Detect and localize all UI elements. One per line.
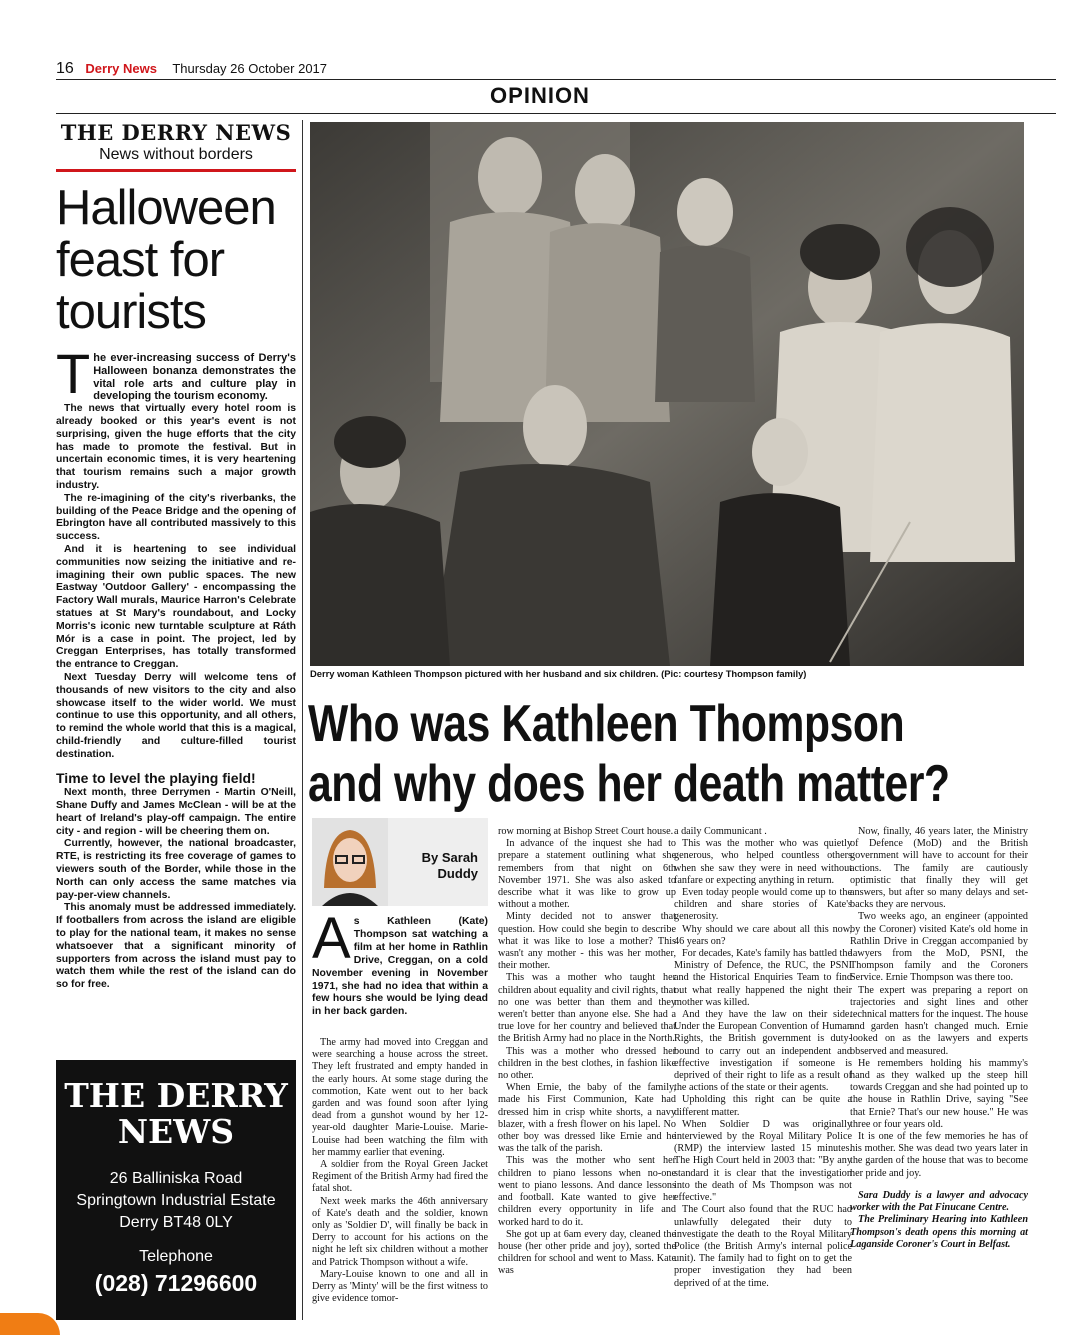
article-column-4	[850, 826, 1028, 1251]
masthead-tagline: News without borders	[99, 146, 253, 163]
column-divider	[302, 120, 303, 1320]
article-paragraph: This was a mother who dressed her children in the best clothes, in fashion like no other.	[498, 1045, 676, 1082]
telephone-number: (028) 71296600	[94, 1270, 258, 1296]
section-rule	[56, 113, 1056, 114]
article-paragraph: When Soldier D was originally interviewed by the Royal Military Police (RMP) the interview lasted 15 minutes. The High Court held in 2003 that: "By any standard it is clear that the investigation into the death of Ms Thompson was not effective."	[674, 1118, 852, 1204]
paper-name: Derry News	[85, 61, 157, 76]
author-note: Sara Duddy is a lawyer and advocacy worker with the Pat Finucane Centre.	[850, 1189, 1028, 1214]
article-paragraph: The expert was preparing a report on trajectories and sight lines and other technical matters for the inquest. The house and garden hasn't changed much. Ernie looked on as the lawyers and experts observed and measured.	[850, 984, 1028, 1057]
article-paragraph: The Court also found that the RUC had unlawfully delegated their duty to investigate the death to the Royal Military Police (the British Army's internal police unit). The family had to fight on to get the proper investigation they had been deprived of at the time.	[674, 1204, 852, 1289]
author-photo	[312, 818, 388, 906]
red-divider	[56, 169, 296, 172]
masthead-name: THE DERRY NEWS	[60, 120, 292, 145]
article-column-1	[312, 1037, 488, 1305]
advert-address: 26 Balliniska Road Springtown Industrial Estate Derry BT48 0LY	[76, 1170, 276, 1231]
hearing-note: The Preliminary Hearing into Kathleen Thompson's death opens this morning at Laganside Coroner's Court in Belfast.	[850, 1214, 1028, 1250]
article-paragraph: When Ernie, the baby of the family, made his First Communion, Kate had dressed him in crisp white shorts, a navy blazer, with a fresh flower on his lapel. No other boy was dressed like Ernie and he was the talk of the parish.	[498, 1082, 676, 1155]
article-paragraph: He remembers holding his mammy's hand as they walked up the steep hill towards Creggan and she had pointed up to the house in Rathlin Drive, saying "See that Ernie? That's our new house." He was three or four years old.	[850, 1057, 1028, 1130]
photo-caption: Derry woman Kathleen Thompson pictured with her husband and six children. (Pic: courtesy Thompson family)	[310, 668, 807, 679]
contact-advert	[56, 1060, 296, 1320]
editorial-paragraph: Currently, however, the national broadcaster, RTE, is restricting its free coverage of games to viewers south of the Border, while those in the North can only access the same matches via pay-per-view channels.	[56, 838, 296, 901]
family-photo	[310, 122, 1024, 666]
editorial-paragraph: Next Tuesday Derry will welcome tens of thousands of new visitors to the city and also showcase itself to the wider world. We must continue to use this opportunity, and all others, to remind the whole world that this is a magical, child-friendly and culture-filled tourist destination.	[56, 671, 296, 760]
article-lede: As Kathleen (Kate) Thompson sat watching a film at her home in Rathlin Drive, Creggan, on a cold November evening in November 1971, she had no idea that within a few hours she would be lying dead in her back garden.	[312, 906, 488, 1018]
article-paragraph: a daily Communicant .	[674, 826, 767, 837]
editorial-paragraph: This anomaly must be addressed immediately. If footballers from across the island are eligible to play for the national team, it makes no sense whatsoever that a significant minority of supporters from across the island must pay to watch them while the rest of the island can do so for free.	[56, 902, 296, 991]
section-title: OPINION	[490, 83, 590, 108]
article-paragraph: row morning at Bishop Street Court house.	[498, 826, 674, 837]
article-paragraph: This was the mother who sent her children to piano lessons when no-one went to piano lessons. And dance lessons and football. Kate wanted to give her children every opportunity in life and worked hard to do it.	[498, 1155, 676, 1228]
article-paragraph: In advance of the inquest she had to prepare a statement outlining what she remembers from that night on 6th November 1971. She was also asked to describe what it was like to grow up without a mother.	[498, 838, 676, 911]
article-paragraph: And they have the law on their side. Under the European Convention of Human Rights, the British government is duty-bound to carry out an independent and effective investigation if someone is deprived of their right to life as a result of the actions of the state or their agents.	[674, 1009, 852, 1094]
header-rule	[56, 79, 1056, 80]
article-paragraph: Upholding this right can be quite a different matter.	[674, 1094, 852, 1118]
article-paragraph: This was a mother who taught her children about equality and civil rights, that no one was better than them and they weren't better than anyone else. She had a true love for her country and believed that the British Army had no place in the North.	[498, 972, 676, 1045]
article-paragraph: This was the mother who was quietly generous, who helped countless others when she saw they were in need without fanfare or expecting anything in return.	[674, 838, 852, 886]
article-paragraph: Minty decided not to answer that question. How could she begin to describe what it was like to lose a mother? This wasn't any mother - this was her mother, their mother.	[498, 911, 676, 972]
article-paragraph: The army had moved into Creggan and were searching a house across the street. They left frustrated and empty handed in the early hours. At some stage during the commotion, Kate went out to her back garden and was found soon after lying dead from a gunshot wound by her 12-year-old daughter Marie-Louise. Marie-Louise had been watching the film with her mammy earlier that evening.	[312, 1037, 488, 1158]
article-paragraph: She got up at 6am every day, cleaned the house (her other pride and joy), sorted the children for school and went to Mass. Kate was	[498, 1228, 676, 1277]
article-paragraph: Even today people would come up to the children and share stories of Kate's generosity.	[674, 887, 852, 923]
article-paragraph: Mary-Louise known to one and all in Derry as 'Minty' will be the first witness to give evidence tomor-	[312, 1268, 488, 1305]
article-paragraph: Now, finally, 46 years later, the Ministry of Defence (MoD) and the British government will have to account for their actions. The family are cautiously optimistic that finally they will get answers, but after so many delays and set-backs they are nervous.	[850, 826, 1028, 911]
corner-tab	[0, 1313, 60, 1335]
byline: By Sarah Duddy	[421, 850, 478, 881]
article-column-3	[674, 826, 852, 1290]
editorial-column	[56, 120, 296, 992]
editorial-paragraph: Next month, three Derrymen - Martin O'Neill, Shane Duffy and James McClean - will be at the heart of Ireland's play-off campaign. The entire city - and region - will be cheering them on.	[56, 787, 296, 837]
article-paragraph: Why should we care about all this now, 46 years on?	[674, 923, 852, 947]
article-column-2	[498, 826, 676, 1278]
drop-cap: A	[312, 906, 351, 971]
editorial-paragraph: And it is heartening to see individual communities now seizing the initiative and re-imagining their own public spaces. The new Eastway 'Outdoor Gallery' - encompassing the Factory Wall murals, Maurice Harron's Celebrate statues at St Mary's roundabout, and Locky Morris's iconic new turntable sculpture at Ráth Mór is a case in point. The project, led by Creggan Enterprises, has totally transformed the entrance to Creggan.	[56, 543, 296, 671]
article-headline: Who was Kathleen Thompson and why does her death matter?	[308, 695, 950, 813]
article-paragraph: Two weeks ago, an engineer (appointed by the Coroner) visited Kate's old home in Rathlin Drive in Creggan accompanied by lawyers from the MoD, PSNI, the Thompson family and the Coroners Service. Ernie Thompson was there too.	[850, 911, 1028, 984]
issue-date: Thursday 26 October 2017	[172, 61, 328, 76]
page-number: 16	[56, 60, 74, 77]
article-paragraph: Next week marks the 46th anniversary of Kate's death and the soldier, known only as 'Soldier D', will finally be back in Derry to account for his actions on the night he left six children without a mother and Patrick Thompson without a wife.	[312, 1195, 488, 1268]
advert-name: THE DERRY NEWS	[64, 1076, 288, 1151]
article-paragraph: It is one of the few memories he has of his mother. She was dead two years later in the garden of the house that was to become her pride and joy.	[850, 1131, 1028, 1179]
article-paragraph: For decades, Kate's family has battled the Ministry of Defence, the RUC, the PSNI and the Historical Enquiries Team to find out what really happened the night their mother was killed.	[674, 948, 852, 1008]
drop-cap: T	[56, 342, 91, 405]
editorial-subhead: Time to level the playing field!	[56, 769, 256, 786]
telephone-label: Telephone	[139, 1248, 213, 1265]
article-paragraph: A soldier from the Royal Green Jacket Regiment of the British Army had fired the fatal shot.	[312, 1159, 488, 1195]
page-folio	[56, 60, 327, 78]
editorial-paragraph: The news that virtually every hotel room is already booked or this year's event is not surprising, given the huge efforts that the city has made to promote the festival. But in uncertain economic times, it is very heartening that tourism remains such a major growth industry.	[56, 403, 296, 491]
editorial-headline: Halloween feast for tourists	[56, 181, 276, 339]
byline-box	[312, 818, 488, 906]
editorial-body: The ever-increasing success of Derry's Halloween bonanza demonstrates the vital role arts and culture play in developing the tourism economy. The news that virtually every hotel room is already booked or this year's event is not surprising, given the huge efforts that the city has made to promote the festival. But in uncertain economic times, it is very heartening that tourism remains such a major growth industry. The re-imagining of the city's riverbanks, the building of the Peace Bridge and the opening of Ebrington have all contributed massively to this success. And it is heartening to see individual communities now seizing the initiative and re-imagining their own public spaces. The new Eastway 'Outdoor Gallery' - encompassing the Factory Wall murals, Maurice Harron's Celebrate statues at St Mary's roundabout, and Locky Morris's iconic new turntable sculpture at Ráth Mór is a case in point. The project, led by Creggan Enterprises, has totally transformed the entrance to Creggan. Next Tuesday Derry will welcome tens of thousands of new visitors to the city and also showcase itself to the wider world. We must continue to use this opportunity, and all others, to remind the whole world that this is a magical, child-friendly and culture-filled tourist destination. Time to level the playing field! Next month, three Derrymen - Martin O'Neill, Shane Duffy and James McClean - will be at the heart of Ireland's play-off campaign. The entire city - and region - will be cheering them on. Currently, however, the national broadcaster, RTE, is restricting its free coverage of games to viewers south of the Border, while those in the North can only access the same matches via pay-per-view channels. This anomaly must be addressed immediately. If footballers from across the island are eligible to play for the national team, it makes no sense whatsoever that a significant minority of supporters from across the island must pay to watch them while the rest of the island can do so for free.	[56, 342, 296, 991]
editorial-paragraph: The re-imagining of the city's riverbanks, the building of the Peace Bridge and the opening of Ebrington have all contributed massively to this success.	[56, 492, 296, 543]
